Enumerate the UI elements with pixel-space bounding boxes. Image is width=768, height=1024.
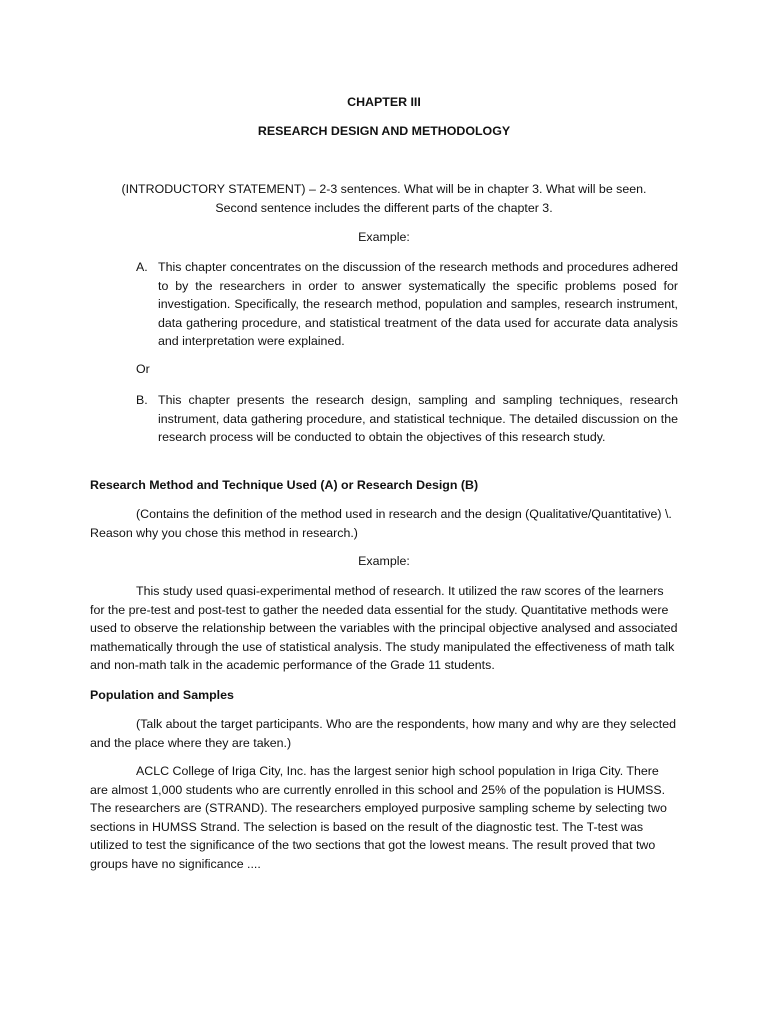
intro-statement: (INTRODUCTORY STATEMENT) – 2-3 sentences. What will be in chapter 3. What will be seen. Second sentence includes the different parts of the chapter 3. [121,182,647,215]
list-text-a: This chapter concentrates on the discussion of the research methods and procedures adhered to by the researchers in order to answer systematically the specific problems posed for investigation. Specifically, the research method, population and samples, research instrument, data gathering procedure, and statistical treatment of the data used for accurate data analysis and interpretation were explained. [158,260,678,349]
paragraph-population-instructions: (Talk about the target participants. Who are the respondents, how many and why are they selected and the place where they are taken.) [90,717,676,750]
or-label: Or [136,362,150,376]
paragraph-population-example: ACLC College of Iriga City, Inc. has the largest senior high school population in Iriga City. There are almost 1,000 students who are currently enrolled in this school and 25% of the population is HUMSS. The researchers are (STRAND). The researchers employed purposive sampling scheme by selecting two sections in HUMSS Strand. The selection is based on the result of the diagnostic test. The T-test was utilized to test the significance of the two sections that got the lowest means. The result proved that two groups have no significance .... [90,764,667,871]
list-marker-b: B. [136,393,148,407]
section-heading-method: Research Method and Technique Used (A) or Research Design (B) [90,478,479,492]
list-marker-a: A. [136,260,148,274]
list-text-b: This chapter presents the research design, sampling and sampling techniques, research instrument, data gathering procedure, and statistical technique. The detailed discussion on the research process will be conducted to obtain the objectives of this research study. [158,393,678,445]
list-item-b [136,391,678,447]
section-heading-population: Population and Samples [90,688,234,702]
example-label-2: Example: [358,554,410,568]
chapter-title: RESEARCH DESIGN AND METHODOLOGY [257,124,511,138]
paragraph-method-example: This study used quasi-experimental method of research. It utilized the raw scores of the learners for the pre-test and post-test to gather the needed data essential for the study. Quantitative methods were used to observe the relationship between the variables with the principal objective analysed and associated mathematically through the use of statistical analysis. The study manipulated the effectiveness of math talk and non-math talk in the academic performance of the Grade 11 students. [90,584,678,673]
chapter-label: CHAPTER III [347,95,421,109]
list-item-a [136,258,678,351]
example-label: Example: [358,230,410,244]
paragraph-method-instructions: (Contains the definition of the method used in research and the design (Qualitative/Quantitative) \. Reason why you chose this method in research.) [90,507,672,540]
